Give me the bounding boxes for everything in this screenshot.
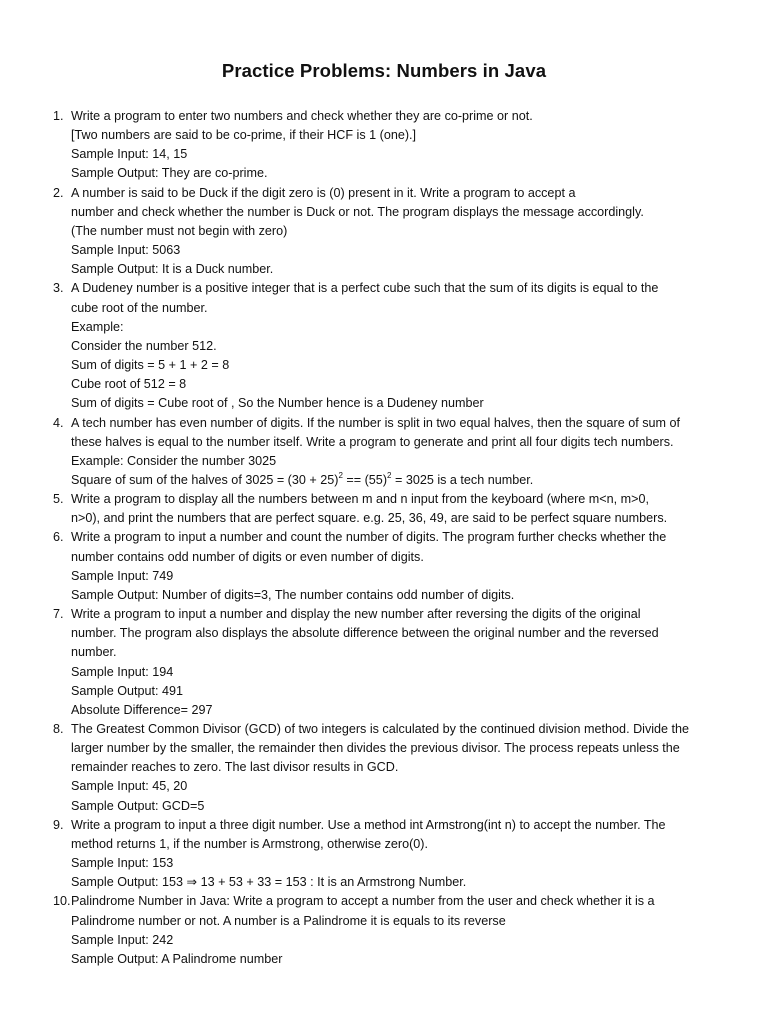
problem-line: number. The program also displays the absolute difference between the original number and the reversed (71, 626, 659, 641)
formula-text: Square of sum of the halves of 3025 = (30 + 25) (71, 472, 339, 487)
problem-line: remainder reaches to zero. The last divisor results in GCD. (71, 760, 399, 775)
problem-line: Sample Output: 491 (71, 683, 184, 698)
problem-line: Palindrome number or not. A number is a Palindrome it is equals to its reverse (71, 913, 506, 928)
problem-line: Write a program to input a three digit number. Use a method int Armstrong(int n) to accept the number. The (71, 817, 666, 832)
problem-item (0, 414, 768, 491)
problem-line: Sample Input: 242 (71, 932, 174, 947)
problem-number: 4. (53, 415, 64, 430)
problem-item (0, 107, 768, 184)
problem-line: Absolute Difference= 297 (71, 702, 213, 717)
problem-line: Example: Consider the number 3025 (71, 453, 277, 468)
problem-item (0, 184, 768, 280)
problem-line: Consider the number 512. (71, 338, 217, 353)
exponent: 2 (387, 470, 392, 480)
problem-number: 8. (53, 722, 64, 736)
problem-number: 3. (53, 281, 64, 296)
tech-number-formula (71, 471, 728, 490)
problem-line: Sample Input: 45, 20 (71, 779, 188, 794)
formula-text: == (55) (342, 472, 388, 487)
problem-number: 9. (53, 817, 64, 832)
problem-line: [Two numbers are said to be co-prime, if their HCF is 1 (one).] (71, 128, 417, 143)
problem-line: Sample Output: It is a Duck number. (71, 262, 274, 277)
problem-item (0, 528, 768, 605)
formula-text: = 3025 is a tech number. (391, 472, 534, 487)
problem-line: (The number must not begin with zero) (71, 223, 288, 238)
problem-line: cube root of the number. (71, 300, 208, 315)
problem-line: Sample Output: They are co-prime. (71, 166, 268, 181)
problem-number: 6. (53, 530, 64, 545)
problem-line: Sample Output: Number of digits=3, The number contains odd number of digits. (71, 587, 515, 602)
problem-line: these halves is equal to the number itself. Write a program to generate and print all four digits tech numbers. (71, 434, 674, 449)
problem-line: A Dudeney number is a positive integer that is a perfect cube such that the sum of its digits is equal to the (71, 281, 659, 296)
problem-line: Write a program to display all the numbers between m and n input from the keyboard (where m<n, m>0, (71, 492, 649, 507)
problem-line: Write a program to input a number and count the number of digits. The program further checks whether the (71, 530, 667, 545)
problem-item (0, 279, 768, 413)
problem-item (0, 892, 768, 969)
problem-line: larger number by the smaller, the remainder then divides the previous divisor. The process repeats unless the (71, 741, 680, 756)
problem-line: Palindrome Number in Java: Write a program to accept a number from the user and check whether it is a (71, 894, 655, 909)
problem-number: 7. (53, 607, 64, 622)
problem-number: 2. (53, 185, 64, 200)
problem-line: Cube root of 512 = 8 (71, 377, 187, 392)
problem-line: Sample Input: 194 (71, 664, 174, 679)
problem-line: Sample Output: 153 ⇒ 13 + 53 + 33 = 153 : It is an Armstrong Number. (71, 875, 467, 890)
problem-list (0, 107, 768, 969)
problem-line: The Greatest Common Divisor (GCD) of two integers is calculated by the continued division method. Divide the (71, 722, 690, 736)
problem-line: Sample Output: A Palindrome number (71, 951, 283, 966)
exponent: 2 (338, 470, 343, 480)
problem-line: Sample Input: 153 (71, 856, 174, 871)
problem-line: number. (71, 645, 117, 660)
problem-line: Sample Output: GCD=5 (71, 798, 205, 813)
problem-line: Sum of digits = 5 + 1 + 2 = 8 (71, 358, 230, 373)
problem-line: method returns 1, if the number is Armstrong, otherwise zero(0). (71, 836, 428, 851)
problem-item (0, 720, 768, 816)
problem-line: Sum of digits = Cube root of , So the Number hence is a Dudeney number (71, 396, 484, 411)
problem-line: Sample Input: 5063 (71, 243, 181, 258)
problem-number: 5. (53, 492, 64, 507)
problem-line: Sample Input: 749 (71, 568, 174, 583)
problem-line: Write a program to enter two numbers and check whether they are co-prime or not. (71, 109, 533, 123)
problem-line: Sample Input: 14, 15 (71, 147, 188, 162)
problem-item (0, 816, 768, 893)
problem-item (0, 490, 768, 528)
problem-line: A tech number has even number of digits. If the number is split in two equal halves, then the square of sum of (71, 415, 681, 430)
problem-line: number and check whether the number is Duck or not. The program displays the message accordingly. (71, 204, 644, 219)
problem-line: Example: (71, 319, 124, 334)
problem-line: A number is said to be Duck if the digit zero is (0) present in it. Write a program to accept a (71, 185, 576, 200)
problem-item (0, 605, 768, 720)
problem-number: 10. (53, 894, 71, 909)
problem-line: number contains odd number of digits or even number of digits. (71, 549, 424, 564)
problem-line: n>0), and print the numbers that are perfect square. e.g. 25, 36, 49, are said to be perfect square numbers. (71, 511, 668, 526)
problem-line: Write a program to input a number and display the new number after reversing the digits of the original (71, 607, 641, 622)
page-title: Practice Problems: Numbers in Java (221, 60, 547, 81)
problem-number: 1. (53, 109, 64, 123)
